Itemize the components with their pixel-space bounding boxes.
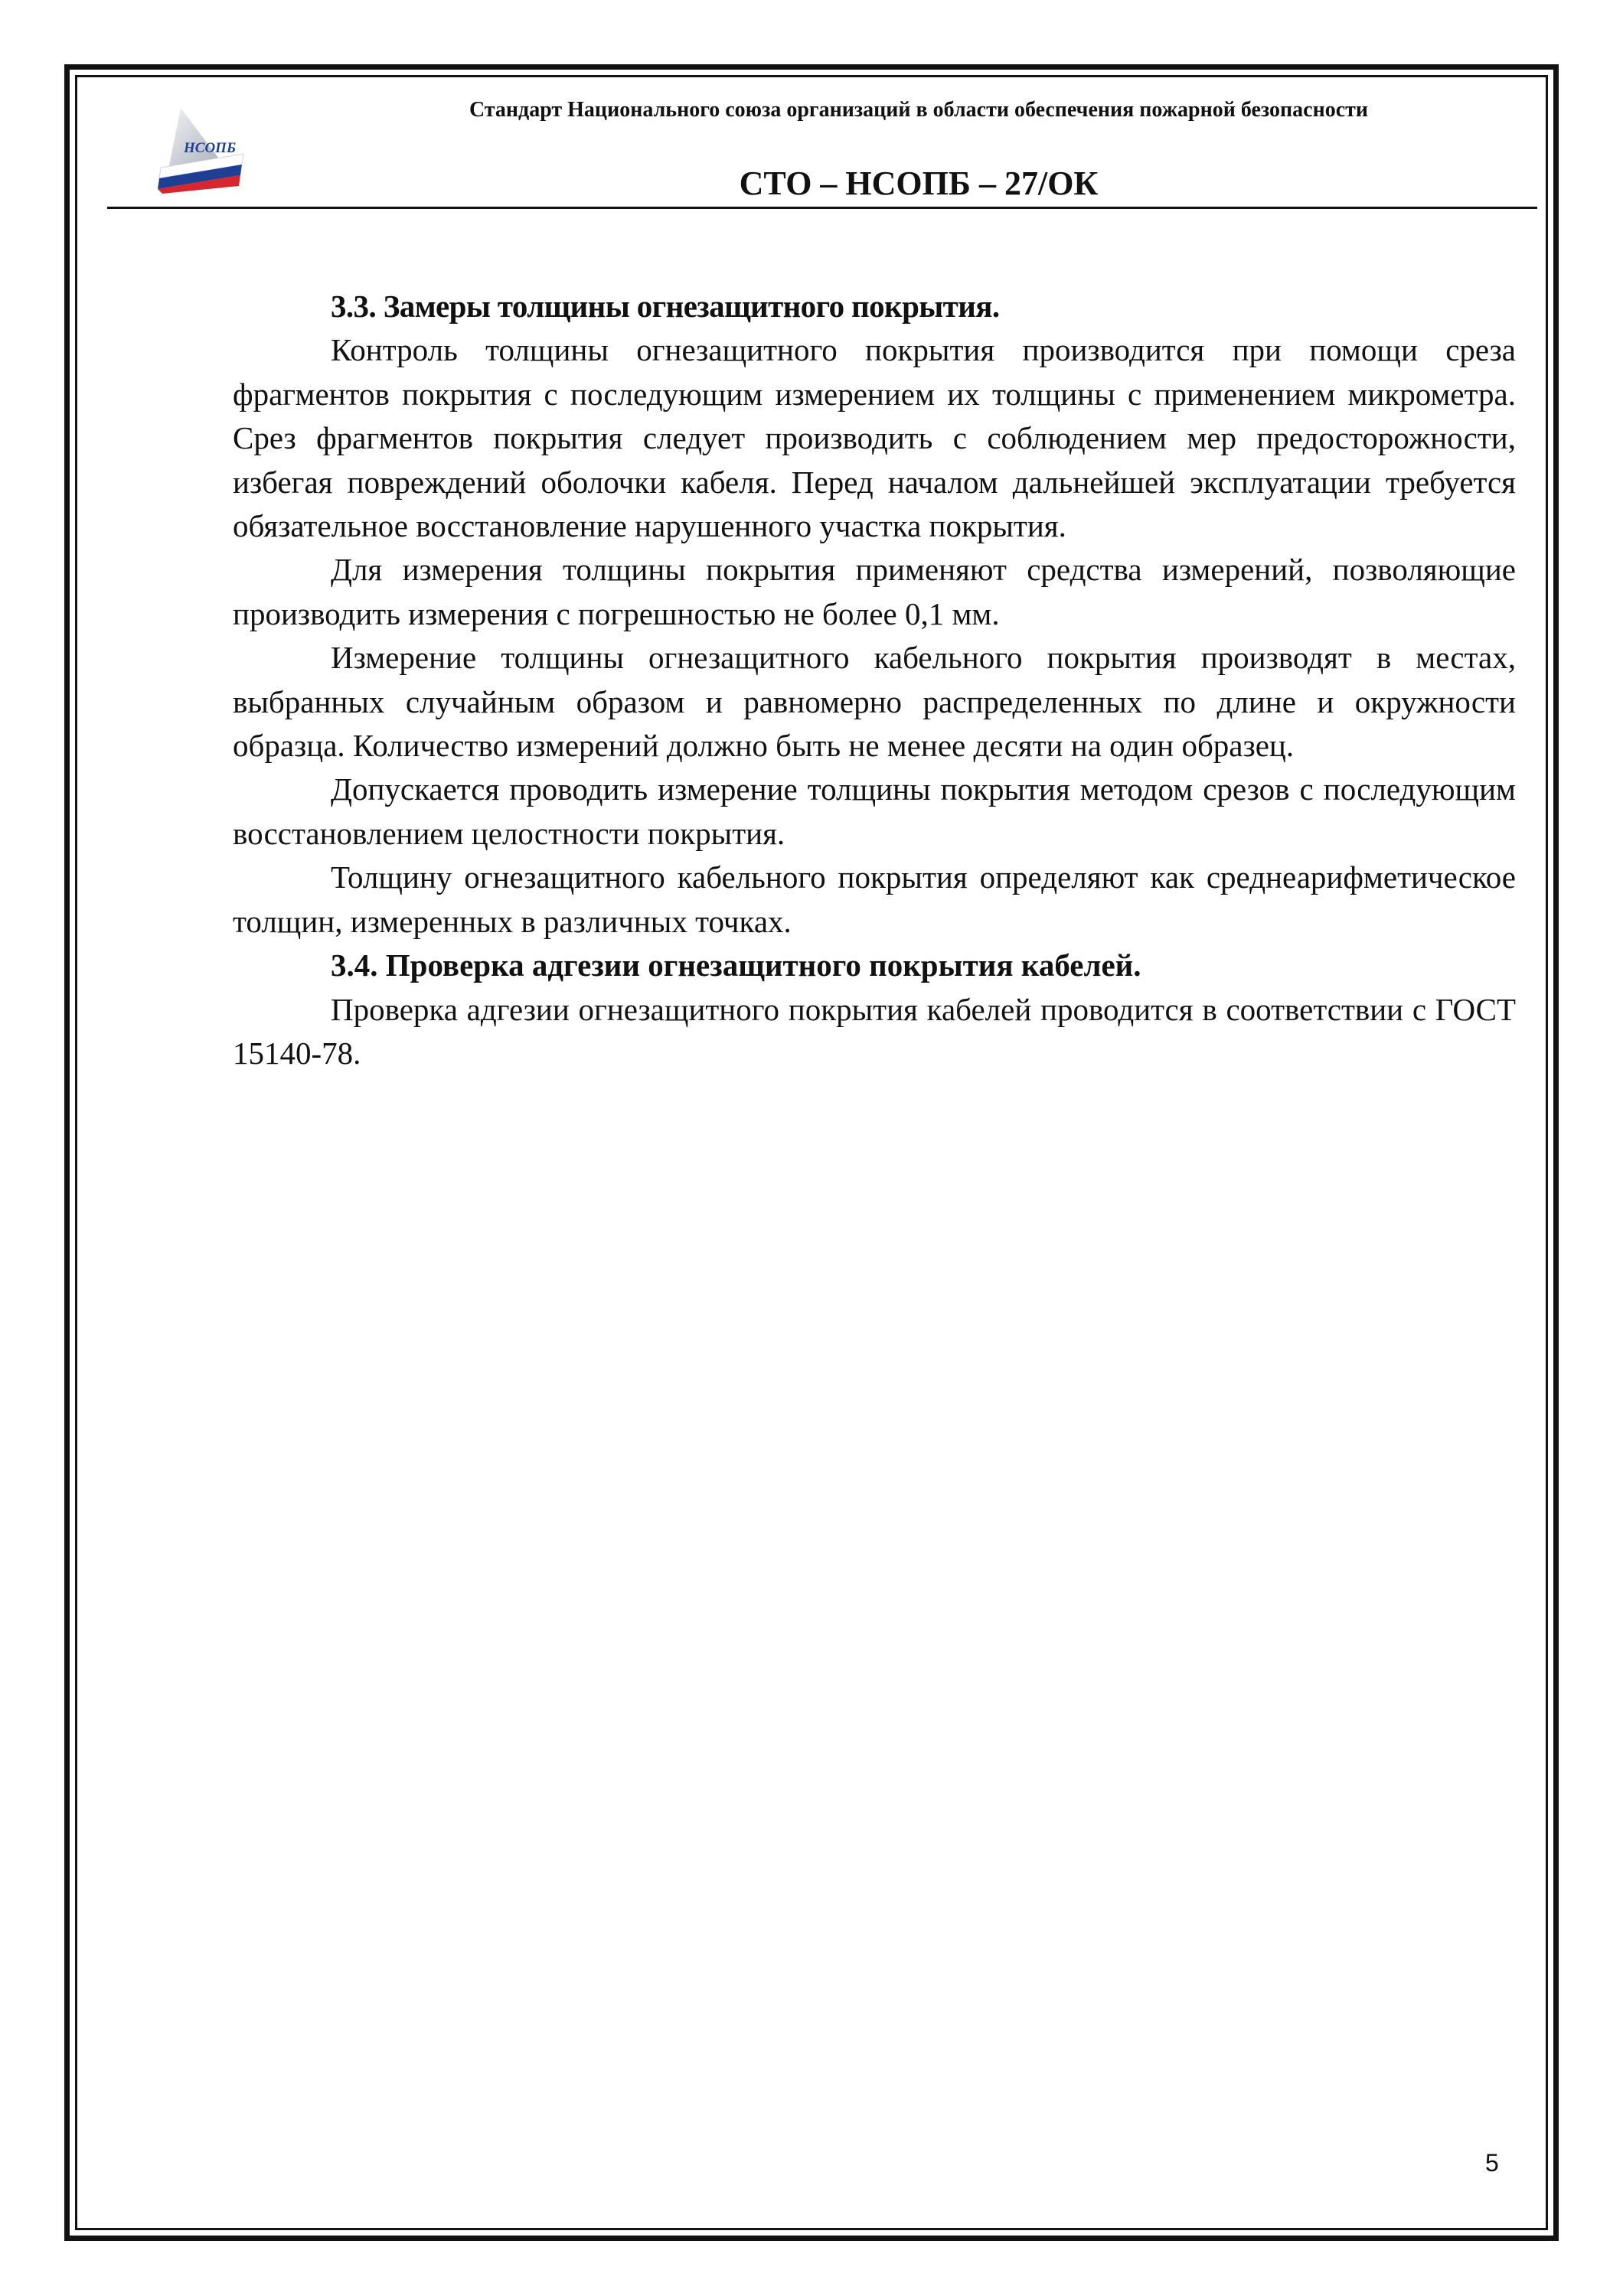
paragraph: Измерение толщины огнезащитного кабельного покрытия производят в местах, выбранных случайным образом и равномерно распределенных по длине и окружности образца. Количество измерений должно быть не менее десяти на один образец.	[233, 640, 1516, 764]
header-divider	[107, 207, 1537, 209]
logo-text: НСОПБ	[184, 140, 237, 156]
section-heading-3-4: 3.4. Проверка адгезии огнезащитного покрытия кабелей.	[331, 947, 1141, 983]
paragraph: Проверка адгезии огнезащитного покрытия кабелей проводится в соответствии с ГОСТ 15140-78.	[233, 991, 1516, 1071]
section-heading-3-3: 3.3. Замеры толщины огнезащитного покрытия.	[331, 289, 1000, 324]
document-body	[233, 285, 1516, 1075]
paragraph: Допускается проводить измерение толщины покрытия методом срезов с последующим восстановлением целостности покрытия.	[233, 771, 1516, 851]
nsopb-logo-icon	[153, 103, 253, 195]
paragraph: Для измерения толщины покрытия применяют средства измерений, позволяющие производить измерения с погрешностью не более 0,1 мм.	[233, 552, 1516, 631]
paragraph: Контроль толщины огнезащитного покрытия производится при помощи среза фрагментов покрытия с последующим измерением их толщины с применением микрометра. Срез фрагментов покрытия следует производить с соблюдением мер предосторожности, избегая повреждений оболочки кабеля. Перед началом дальнейшей эксплуатации требуется обязательное восстановление нарушенного участка покрытия.	[233, 332, 1516, 544]
paragraph: Толщину огнезащитного кабельного покрытия определяют как среднеарифметическое толщин, измеренных в различных точках.	[233, 859, 1516, 939]
nsopb-logo	[153, 103, 253, 195]
header-subtitle: Стандарт Национального союза организаций в области обеспечения пожарной безопасности	[469, 98, 1369, 122]
page-number: 5	[1485, 2149, 1499, 2177]
document-code: СТО – НСОПБ – 27/ОК	[739, 165, 1099, 202]
